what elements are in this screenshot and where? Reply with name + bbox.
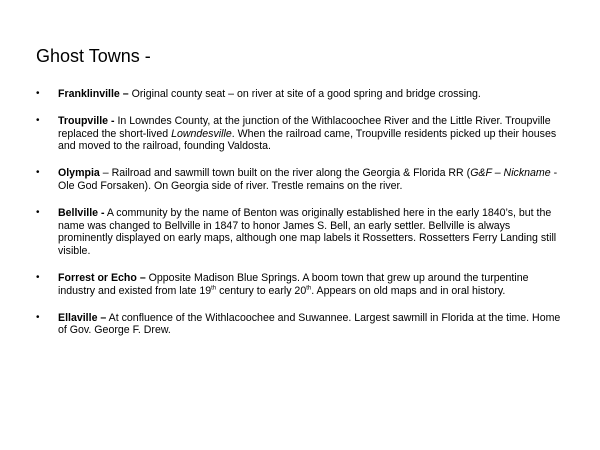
item-name: Olympia <box>58 167 100 180</box>
superscript: th <box>211 285 217 292</box>
bullet-item-troupville <box>36 115 564 153</box>
item-name: Bellville - <box>58 206 105 219</box>
slide-title: Ghost Towns - <box>36 46 151 66</box>
bullet-icon: • <box>36 167 40 179</box>
bullet-icon: • <box>36 206 40 218</box>
superscript: th <box>306 285 312 292</box>
bullet-list <box>36 88 564 351</box>
item-text: - Ole God Forsaken). On Georgia side of river. Trestle remains on the river. <box>58 167 558 192</box>
item-text: Original county seat – on river at site of a good spring and bridge crossing. <box>128 88 481 100</box>
bullet-icon: • <box>36 311 40 323</box>
item-text: . Appears on old maps and in oral history. <box>311 284 506 297</box>
item-text-italic: G&F – Nickname <box>470 167 551 180</box>
bullet-item-ellaville <box>36 312 564 338</box>
bullet-item-franklinville <box>36 88 564 101</box>
item-text: At confluence of the Withlacoochee and Suwannee. Largest sawmill in Florida at the time. Home of Gov. George F. Drew. <box>58 311 561 337</box>
item-name: Troupville - <box>58 114 115 127</box>
item-text: – Railroad and sawmill town built on the river along the Georgia & Florida RR ( <box>99 167 471 180</box>
item-name: Ellaville – <box>58 311 107 324</box>
item-text: . When the railroad came, Troupville residents picked up their houses and moved to the railroad, founding Valdosta. <box>58 127 557 153</box>
bullet-item-forrest-or-echo <box>36 272 564 298</box>
item-name: Forrest or Echo – <box>58 271 146 284</box>
item-text-italic: Lowndesville <box>171 127 232 140</box>
item-text: Opposite Madison Blue Springs. A boom town that grew up around the turpentine industry and existed from late 19 <box>58 271 529 297</box>
bullet-icon: • <box>36 88 40 99</box>
item-text: century to early 20 <box>216 284 307 297</box>
bullet-item-olympia <box>36 167 564 193</box>
item-name: Franklinville – <box>58 88 129 100</box>
item-text: In Lowndes County, at the junction of the Withlacoochee River and the Little River. Troupville replaced the short-lived <box>58 114 551 140</box>
bullet-icon: • <box>36 271 40 283</box>
bullet-icon: • <box>36 114 40 126</box>
item-text: A community by the name of Benton was originally established here in the early 1840’s, but the name was changed to Bellville in 1847 to honor James S. Bell, an early settler. Bellville is always prominently displayed on early maps, although one map labels it Rossetters. Rossetters Ferry Landing still visible. <box>58 206 557 258</box>
bullet-item-bellville <box>36 207 564 258</box>
